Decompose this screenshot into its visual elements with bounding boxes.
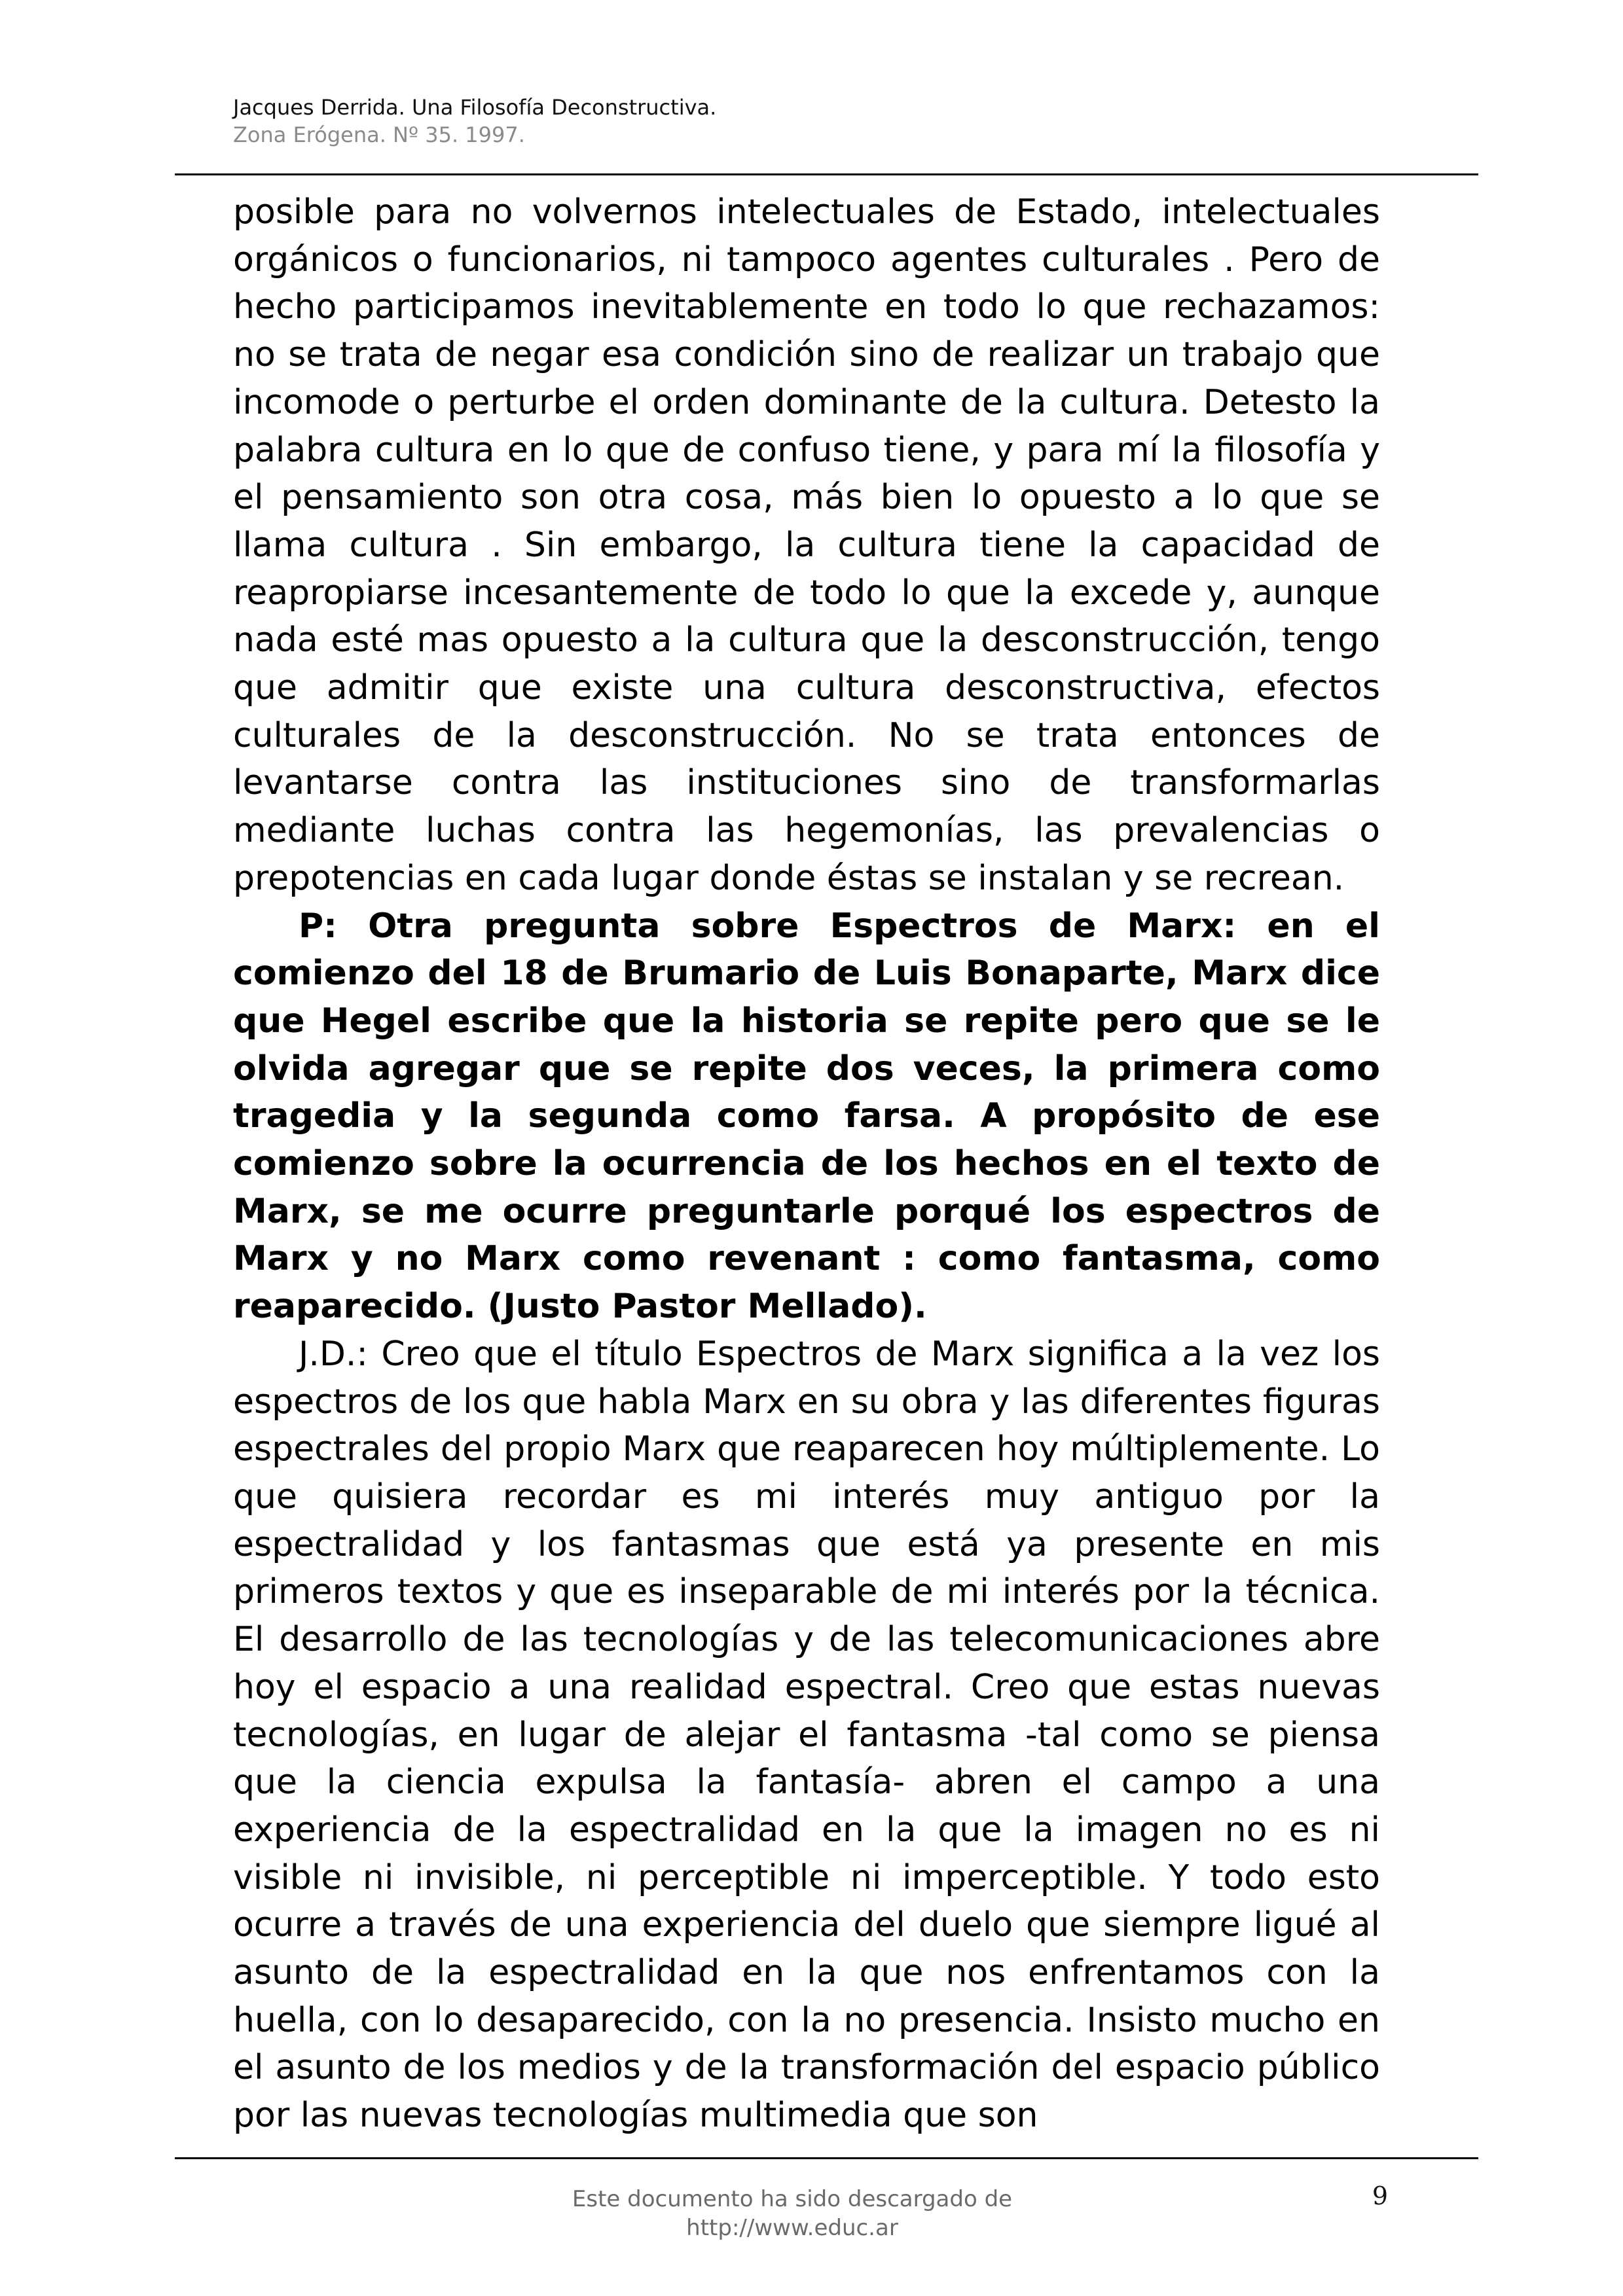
document-body (233, 188, 1380, 2140)
page-number: 9 (1372, 2181, 1388, 2210)
paragraph-answer: J.D.: Creo que el título Espectros de Marx significa a la vez los espectros de los que habla Marx en su obra y las diferentes figuras espectrales del propio Marx que reaparecen hoy múltiplemente. Lo que quisiera recordar es mi interés muy antiguo por la espectralidad y los fantasmas que está ya presente en mis primeros textos y que es inseparable de mi interés por la técnica. El desarrollo de las tecnologías y de las telecomunicaciones abre hoy el espacio a una realidad espectral. Creo que estas nuevas tecnologías, en lugar de alejar el fantasma -tal como se piensa que la ciencia expulsa la fantasía- abren el campo a una experiencia de la espectralidad en la que la imagen no es ni visible ni invisible, ni perceptible ni imperceptible. Y todo esto ocurre a través de una experiencia del duelo que siempre ligué al asunto de la espectralidad en la que nos enfrentamos con la huella, con lo desaparecido, con la no presencia. Insisto mucho en el asunto de los medios y de la transformación del espacio público por las nuevas tecnologías multimedia que son (233, 1334, 1380, 2136)
header-title: Jacques Derrida. Una Filosofía Deconstructiva. (233, 95, 717, 120)
footer-link[interactable]: http://www.educ.ar (686, 2215, 898, 2241)
header-source: Zona Erógena. Nº 35. 1997. (233, 122, 525, 147)
page-footer (543, 2185, 1041, 2242)
paragraph-question: P: Otra pregunta sobre Espectros de Marx: en el comienzo del 18 de Brumario de Luis Bonaparte, Marx dice que Hegel escribe que la historia se repite pero que se le olvida agregar que se repite dos veces, la primera como tragedia y la segunda como farsa. A propósito de ese comienzo sobre la ocurrencia de los hechos en el texto de Marx, se me ocurre preguntarle porqué los espectros de Marx y no Marx como revenant : como fantasma, como reaparecido. (Justo Pastor Mellado). (233, 906, 1380, 1327)
paragraph-continuation: posible para no volvernos intelectuales de Estado, intelectuales orgánicos o funcionarios, ni tampoco agentes culturales . Pero de hecho participamos inevitablemente en todo lo que rechazamos: no se trata de negar esa condición sino de realizar un trabajo que incomode o perturbe el orden dominante de la cultura. Detesto la palabra cultura en lo que de confuso tiene, y para mí la filosofía y el pensamiento son otra cosa, más bien lo opuesto a lo que se llama cultura . Sin embargo, la cultura tiene la capacidad de reapropiarse incesantemente de todo lo que la excede y, aunque nada esté mas opuesto a la cultura que la desconstrucción, tengo que admitir que existe una cultura desconstructiva, efectos culturales de la desconstrucción. No se trata entonces de levantarse contra las instituciones sino de transformarlas mediante luchas contra las hegemonías, las prevalencias o prepotencias en cada lugar donde éstas se instalan y se recrean. (233, 192, 1380, 898)
header-divider (175, 173, 1478, 175)
footer-divider (175, 2157, 1478, 2159)
page-header (233, 93, 1412, 148)
footer-notice: Este documento ha sido descargado de (572, 2186, 1013, 2212)
